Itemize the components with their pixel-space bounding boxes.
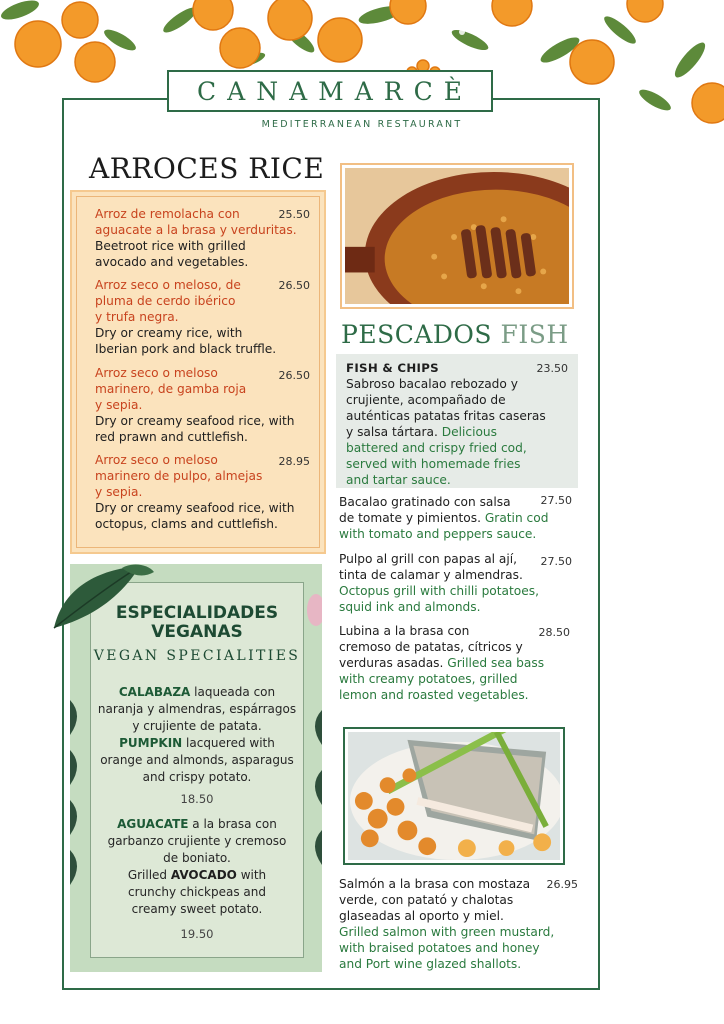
rice-dish-1: [95, 206, 297, 270]
dish-spanish-line: Pulpo al grill con papas al ají,: [339, 552, 518, 566]
dish-english-line: with braised potatoes and honey: [339, 941, 540, 955]
rice-price-4: 28.95: [278, 455, 310, 468]
dish-spanish-line: Lubina a la brasa con: [339, 624, 470, 638]
dish-spanish-line: Sabroso bacalao rebozado y: [346, 377, 518, 391]
dish-english-line: Iberian pork and black truffle.: [95, 342, 277, 356]
dish-english-line: Grilled salmon with green mustard,: [339, 925, 555, 939]
vegan-dish-2: [92, 816, 302, 918]
fish-dish-2: [339, 551, 539, 615]
dish-spanish-line: de tomate y pimientos.: [339, 511, 485, 525]
dish-text: naranja y almendras, espárragos: [97, 702, 297, 716]
dish-english-line: with tomato and peppers sauce.: [339, 527, 537, 541]
dish-text: creamy sweet potato.: [131, 902, 263, 916]
rice-price-3: 26.50: [278, 369, 310, 382]
dish-english-line: Dry or creamy seafood rice, with: [95, 501, 295, 515]
dish-spanish-line: Bacalao gratinado con salsa: [339, 495, 511, 509]
dish-spanish-line: Arroz de remolacha con: [95, 207, 240, 221]
dish-spanish-line: tinta de calamar y almendras.: [339, 568, 523, 582]
rice-dish-2: [95, 277, 276, 357]
dish-spanish-line: Arroz seco o meloso: [95, 453, 218, 467]
dish-text: orange and almonds, asparagus: [100, 753, 294, 767]
dish-text: crunchy chickpeas and: [128, 885, 266, 899]
dish-english-line: Octopus grill with chilli potatoes,: [339, 584, 539, 598]
dish-name: FISH & CHIPS: [346, 361, 439, 375]
dish-spanish-line: glaseadas al oporto y miel.: [339, 909, 504, 923]
dish-english-line: and Port wine glazed shallots.: [339, 957, 522, 971]
dish-text: with: [236, 868, 267, 882]
sea-bass-dish-photo: [343, 727, 565, 865]
fish-title-english: FISH: [500, 320, 569, 349]
dish-text: de boniato.: [163, 851, 231, 865]
fish-price-2: 27.50: [540, 555, 572, 568]
dish-highlight: AGUACATE: [117, 817, 189, 831]
rice-dish-3: [95, 365, 295, 445]
dish-english-line: Grilled sea bass: [447, 656, 545, 670]
dish-spanish-line: auténticas patatas fritas caseras: [346, 409, 546, 423]
logo-box: [167, 70, 493, 112]
dish-spanish-line: marinero, de gamba roja: [95, 382, 247, 396]
dish-english-line: red prawn and cuttlefish.: [95, 430, 248, 444]
fish-dish-3: [339, 623, 544, 703]
dish-spanish-line: y sepia.: [95, 398, 143, 412]
leaf-pattern-decoration: [306, 690, 322, 890]
dish-english-line: Dry or creamy seafood rice, with: [95, 414, 295, 428]
dish-english-line: Beetroot rice with grilled: [95, 239, 246, 253]
dish-english-line: avocado and vegetables.: [95, 255, 249, 269]
fish-title-main: PESCADOS: [341, 320, 493, 349]
dish-spanish-line: cremoso de patatas, cítricos y: [339, 640, 523, 654]
restaurant-name: CANAMARCÈ: [197, 76, 473, 106]
dish-text: lacquered with: [182, 736, 275, 750]
leaf-pattern-decoration: [70, 690, 86, 890]
dish-english-line: Delicious: [441, 425, 497, 439]
fish-price-1: 27.50: [540, 494, 572, 507]
dish-text: a la brasa con: [188, 817, 277, 831]
fish-price-4: 26.95: [546, 878, 578, 891]
restaurant-tagline: MEDITERRANEAN RESTAURANT: [261, 119, 463, 130]
vegan-title-line: ESPECIALIDADES: [115, 603, 279, 623]
dish-highlight: CALABAZA: [118, 685, 191, 699]
dish-spanish-line: verde, con patató y chalotas: [339, 893, 514, 907]
fish-dish-4: [339, 876, 554, 972]
dish-spanish-line: verduras asadas.: [339, 656, 448, 670]
vegan-price-2: 19.50: [180, 927, 214, 941]
dish-text: laqueada con: [190, 685, 276, 699]
rice-price-2: 26.50: [278, 279, 310, 292]
vegan-dish-1: [92, 684, 302, 786]
dish-spanish-line: y salsa tártara.: [346, 425, 442, 439]
dish-highlight: PUMPKIN: [119, 736, 183, 750]
fish-dish-1: [339, 494, 548, 542]
dish-spanish-line: marinero de pulpo, almejas: [95, 469, 263, 483]
dish-spanish-line: crujiente, acompañado de: [346, 393, 506, 407]
dish-english-line: battered and crispy fried cod,: [346, 441, 527, 455]
dish-english-line: squid ink and almonds.: [339, 600, 481, 614]
dish-spanish-line: Salmón a la brasa con mostaza: [339, 877, 531, 891]
dish-spanish-line: pluma de cerdo ibérico: [95, 294, 236, 308]
rice-dish-photo: [340, 163, 574, 309]
fish-and-chips-dish: [346, 360, 546, 488]
dish-english-line: served with homemade fries: [346, 457, 521, 471]
dish-spanish-line: y sepia.: [95, 485, 143, 499]
vegan-title-line: VEGANAS: [151, 622, 243, 642]
dish-english-line: lemon and roasted vegetables.: [339, 688, 529, 702]
dish-english-line: Dry or creamy rice, with: [95, 326, 243, 340]
dish-spanish-line: Arroz seco o meloso: [95, 366, 218, 380]
fish-price-3: 28.50: [538, 626, 570, 639]
fish-price-featured: 23.50: [536, 362, 568, 375]
dish-spanish-line: aguacate a la brasa y verduritas.: [95, 223, 297, 237]
dish-text: Grilled: [127, 868, 171, 882]
dish-english-line: octopus, clams and cuttlefish.: [95, 517, 278, 531]
rice-dish-4: [95, 452, 295, 532]
dish-english-line: and tartar sauce.: [346, 473, 451, 487]
dish-highlight: AVOCADO: [170, 868, 237, 882]
dish-spanish-line: Arroz seco o meloso, de: [95, 278, 241, 292]
fish-section-title: [341, 320, 569, 349]
dish-text: garbanzo crujiente y cremoso: [107, 834, 287, 848]
rice-section-title: ARROCES RICE: [89, 152, 325, 185]
dish-text: y crujiente de patata.: [132, 719, 262, 733]
rice-price-1: 25.50: [278, 208, 310, 221]
vegan-section-title: [90, 604, 304, 642]
dish-english-line: with creamy potatoes, grilled: [339, 672, 518, 686]
vegan-section-subtitle: VEGAN SPECIALITIES: [93, 648, 301, 664]
dish-text: and crispy potato.: [142, 770, 252, 784]
dish-spanish-line: y trufa negra.: [95, 310, 179, 324]
dish-english-line: Gratin cod: [484, 511, 549, 525]
vegan-price-1: 18.50: [180, 792, 214, 806]
